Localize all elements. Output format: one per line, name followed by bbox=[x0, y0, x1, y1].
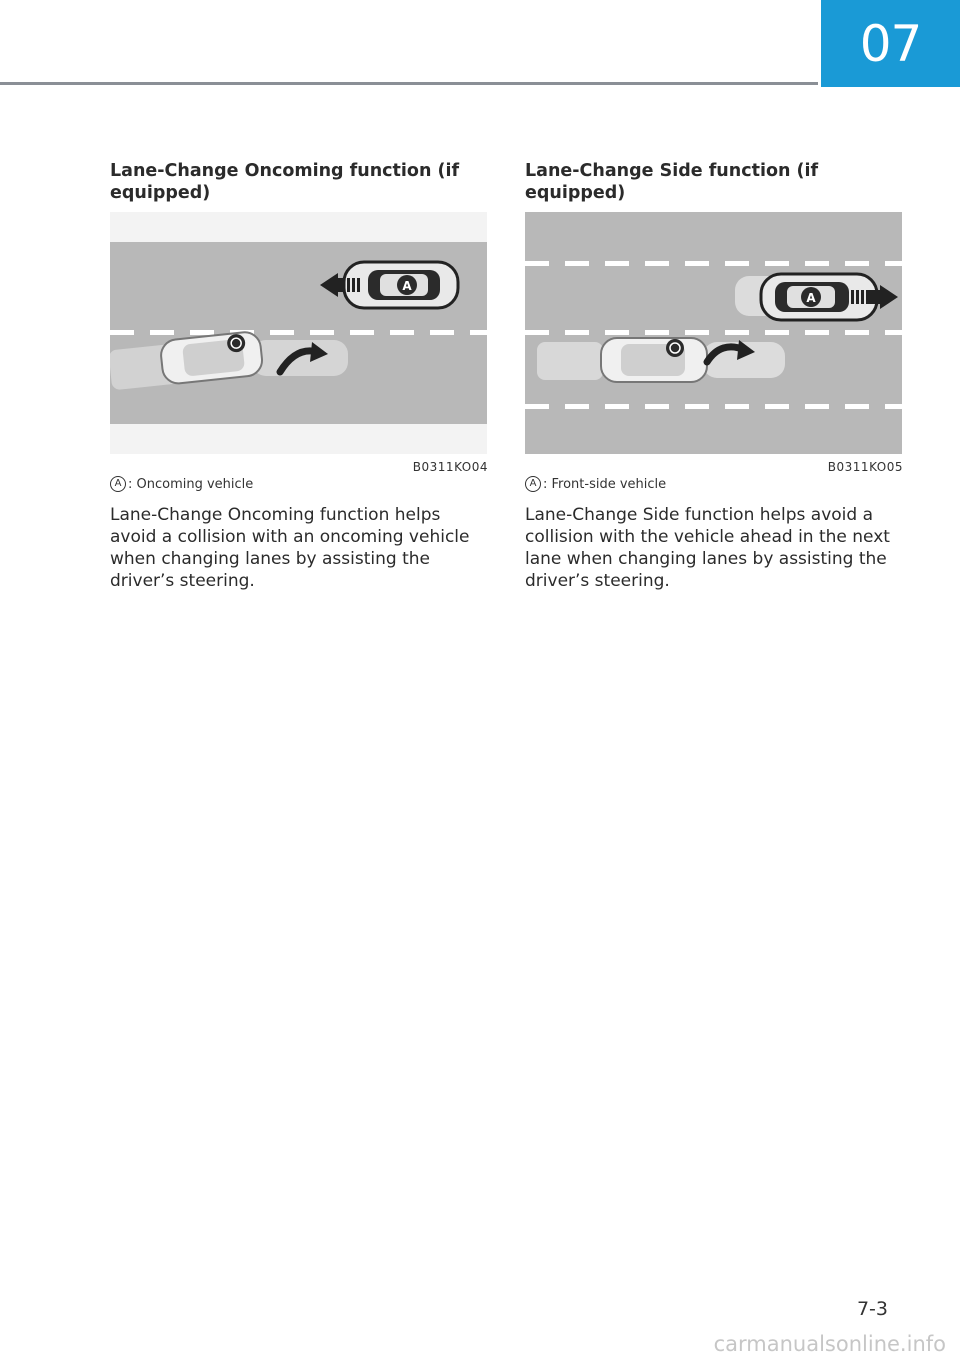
section-title: Lane-Change Side function (if equipped) bbox=[525, 161, 819, 203]
side-diagram-svg bbox=[525, 212, 902, 454]
figure-legend bbox=[110, 472, 488, 496]
front-side-car bbox=[761, 274, 877, 320]
figure-legend bbox=[525, 472, 903, 496]
oncoming-car bbox=[344, 262, 458, 308]
side-diagram bbox=[525, 212, 902, 454]
legend-marker: A bbox=[110, 476, 126, 492]
watermark: carmanualsonline.info bbox=[713, 1332, 946, 1356]
page-number: 7-3 bbox=[856, 1298, 888, 1320]
section-lane-change-side bbox=[525, 160, 903, 592]
legend-text: : Front-side vehicle bbox=[543, 476, 667, 492]
section-title: Lane-Change Oncoming function (if equipped) bbox=[110, 161, 460, 203]
figure-code: B0311KO05 bbox=[827, 460, 903, 474]
car-label: A bbox=[402, 279, 412, 293]
section-lane-change-oncoming bbox=[110, 160, 488, 592]
oncoming-diagram bbox=[110, 212, 487, 454]
chapter-tab: 07 bbox=[821, 0, 960, 87]
legend-text: : Oncoming vehicle bbox=[128, 476, 254, 492]
body-text: Lane-Change Oncoming function helps avoid a collision with an oncoming vehicle when changing lanes by assisting the driver’s steering. bbox=[110, 505, 470, 591]
ego-car bbox=[537, 338, 707, 382]
header-rule bbox=[0, 82, 818, 85]
figure-container bbox=[110, 212, 488, 472]
figure-code: B0311KO04 bbox=[412, 460, 488, 474]
oncoming-diagram-svg bbox=[110, 212, 487, 454]
figure-container bbox=[525, 212, 903, 472]
body-text: Lane-Change Side function helps avoid a collision with the vehicle ahead in the next lane when changing lanes by assisting the driver’s steering. bbox=[525, 505, 890, 591]
car-label: A bbox=[806, 291, 816, 305]
legend-marker: A bbox=[525, 476, 541, 492]
